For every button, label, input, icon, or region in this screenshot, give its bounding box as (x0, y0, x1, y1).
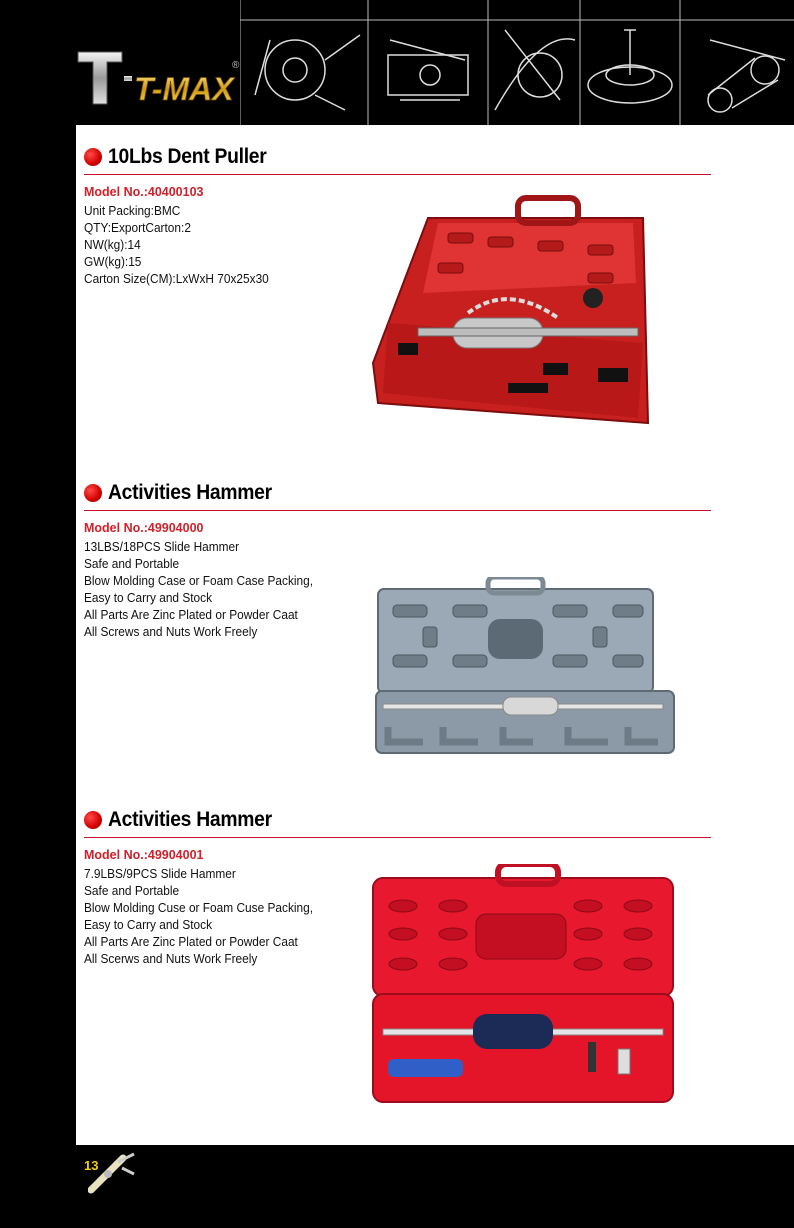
title-divider (84, 510, 711, 511)
spec-line: Blow Molding Cuse or Foam Cuse Packing, (84, 901, 314, 915)
dent-puller-case-photo (368, 193, 658, 443)
wrench-bend-icon (495, 30, 575, 110)
title-divider (84, 837, 711, 838)
t-max-logo (76, 50, 246, 108)
spec-line: 13LBS/18PCS Slide Hammer (84, 540, 240, 554)
page-number: 13 (84, 1158, 99, 1173)
wrench-screwdriver-icon (88, 1150, 138, 1195)
page-header (0, 0, 794, 125)
spec-line: Safe and Portable (84, 884, 180, 898)
model-number: Model No.:40400103 (84, 185, 204, 199)
model-number: Model No.:49904001 (84, 848, 204, 862)
engine-tools-icon (388, 40, 468, 100)
pulley-belt-icon (708, 40, 785, 112)
header-tool-grid (240, 0, 794, 125)
spec-line: Blow Molding Case or Foam Case Packing, (84, 574, 314, 588)
product-section-slide-hammer-9pcs (76, 804, 794, 1134)
registered-mark: ® (232, 60, 240, 71)
spec-line: All Parts Are Zinc Plated or Powder Caat (84, 935, 298, 949)
logo-text: T-MAX (134, 71, 234, 107)
spec-line: Unit Packing:BMC (84, 204, 181, 218)
spec-line: All Scerws and Nuts Work Freely (84, 952, 258, 966)
product-section-slide-hammer-18pcs (76, 477, 794, 792)
red-bullet-icon (84, 148, 102, 166)
slide-hammer-grey-case-photo (368, 577, 678, 757)
model-number: Model No.:49904000 (84, 521, 204, 535)
section-heading (84, 141, 280, 173)
spec-line: All Parts Are Zinc Plated or Powder Caat (84, 608, 298, 622)
red-bullet-icon (84, 811, 102, 829)
spec-line: Easy to Carry and Stock (84, 918, 213, 932)
hub-puller-icon (588, 30, 672, 103)
spec-list (84, 539, 325, 641)
winch-pulley-icon (255, 35, 360, 110)
spec-line: QTY:ExportCarton:2 (84, 221, 191, 235)
product-title: 10Lbs Dent Puller (108, 145, 267, 168)
spec-line: Safe and Portable (84, 557, 180, 571)
spec-list (84, 866, 325, 968)
section-heading (84, 477, 286, 509)
spec-line: NW(kg):14 (84, 238, 141, 252)
product-section-dent-puller (76, 141, 794, 461)
product-title: Activities Hammer (108, 808, 272, 831)
red-bullet-icon (84, 484, 102, 502)
slide-hammer-red-case-photo (368, 864, 678, 1104)
spec-line: Carton Size(CM):LxWxH 70x25x30 (84, 272, 269, 286)
spec-list (84, 203, 279, 288)
spec-line: 7.9LBS/9PCS Slide Hammer (84, 867, 236, 881)
spec-line: All Screws and Nuts Work Freely (84, 625, 258, 639)
spec-line: GW(kg):15 (84, 255, 142, 269)
spec-line: Easy to Carry and Stock (84, 591, 213, 605)
title-divider (84, 174, 711, 175)
section-heading (84, 804, 286, 836)
page-content (76, 125, 794, 1145)
product-title: Activities Hammer (108, 481, 272, 504)
